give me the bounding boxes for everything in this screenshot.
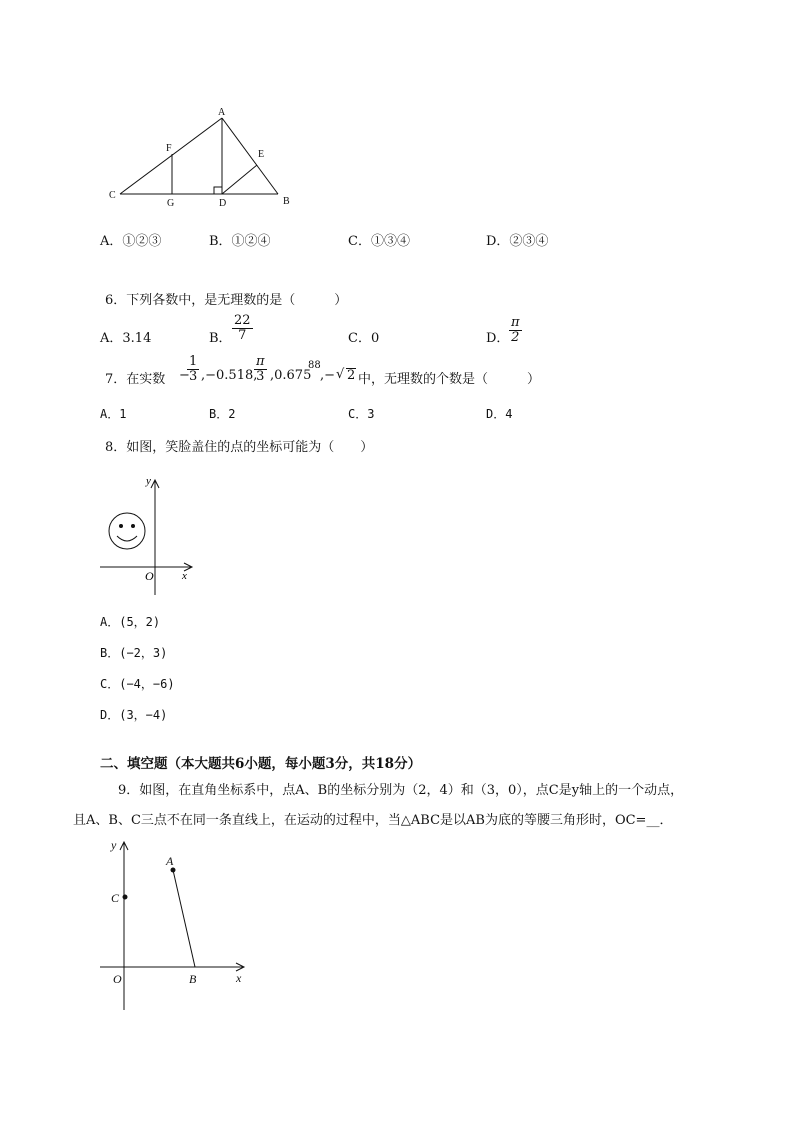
q8-option-a: A．(5，2): [100, 615, 161, 629]
q5-option-c: C．①③④: [348, 234, 410, 249]
segment-ab: [222, 118, 278, 194]
q5-option-a: A．①②③: [100, 234, 162, 249]
q8-stem: 8．如图，笑脸盖住的点的坐标可能为（ ）: [105, 440, 374, 455]
q6-option-b-label: B．: [209, 331, 232, 346]
q7-part2: ,−0.518,: [201, 368, 258, 383]
label-b: B: [189, 972, 197, 986]
q6-option-d-label: D．: [486, 331, 510, 346]
segment-ab: [173, 870, 195, 967]
smiley-face-icon: [109, 513, 145, 549]
q7-sqrt-symbol: √: [336, 367, 345, 382]
q7-sqrt-value: 2: [347, 368, 356, 383]
smiley-mouth: [117, 536, 137, 541]
q6-d-numerator: π: [511, 315, 520, 330]
label-b: B: [283, 196, 290, 207]
coordinate-figure-q9: [95, 835, 255, 1015]
smiley-axes-figure: [95, 470, 210, 600]
origin-label: O: [113, 972, 122, 986]
right-angle-mark: [214, 187, 222, 194]
q6-stem: 6．下列各数中，是无理数的是（ ）: [105, 293, 348, 308]
y-axis-label: y: [146, 475, 151, 487]
q7-option-a: A．1: [100, 407, 127, 421]
point-a: [171, 868, 176, 873]
q6-b-denominator: 7: [232, 328, 253, 343]
label-g: G: [167, 198, 175, 209]
q6-d-denominator: 2: [509, 330, 522, 345]
q7-f2-numerator: π: [256, 354, 265, 369]
q7-option-c: C．3: [348, 407, 375, 421]
q7-fraction-1: [187, 355, 199, 384]
q9-line-2: 且A、B、C三点不在同一条直线上，在运动的过程中，当△ABC是以AB为底的等腰三角形时，OC=__．: [73, 813, 673, 828]
q8-option-b: B．(−2，3): [100, 646, 168, 660]
label-c: C: [111, 891, 120, 905]
label-c: C: [109, 190, 116, 201]
q8-option-c: C．(−4，−6): [100, 677, 175, 691]
q7-part3: ,0.675: [270, 368, 312, 383]
smiley-left-eye: [119, 524, 123, 528]
section-heading-fill-in: 二、填空题（本大题共6小题，每小题3分，共18分）: [100, 756, 422, 772]
q7-repeating-digits: 88: [308, 360, 321, 371]
q7-f1-numerator: 1: [189, 354, 198, 369]
q7-option-b: B．2: [209, 407, 236, 421]
q7-stem-prefix: 7．在实数: [105, 372, 166, 387]
label-e: E: [258, 149, 265, 160]
point-c: [123, 895, 128, 900]
q8-option-d: D．(3，−4): [100, 708, 168, 722]
label-f: F: [166, 143, 172, 154]
q6-option-c: C．0: [348, 331, 380, 346]
q5-option-b: B．①②④: [209, 234, 271, 249]
q7-f2-denominator: 3: [254, 369, 267, 384]
q9-line-1: 9．如图，在直角坐标系中，点A、B的坐标分别为（2，4）和（3，0），点C是y轴上的一个动点，: [118, 783, 684, 798]
q7-option-d: D．4: [486, 407, 513, 421]
q6-option-a: A．3.14: [100, 331, 152, 346]
segment-ca: [120, 118, 222, 194]
label-a: A: [218, 107, 226, 118]
q7-stem-suffix: 中，无理数的个数是（ ）: [358, 372, 541, 387]
x-axis-label: x: [182, 570, 187, 582]
q6-option-b-fraction: [232, 314, 253, 343]
q7-f1-denominator: 3: [189, 369, 198, 384]
q7-fraction-2: [254, 355, 267, 384]
triangle-figure: [100, 100, 310, 215]
label-a: A: [166, 854, 174, 868]
q6-option-d-fraction: [509, 316, 522, 345]
x-axis-label: x: [236, 971, 242, 985]
q5-option-d: D．②③④: [486, 234, 549, 249]
q6-b-numerator: 22: [234, 313, 251, 328]
q7-part4: ,−: [320, 368, 336, 383]
origin-label: O: [145, 569, 154, 583]
smiley-right-eye: [131, 524, 135, 528]
label-d: D: [219, 198, 227, 209]
segment-de: [222, 165, 257, 194]
y-axis-label: y: [111, 838, 117, 852]
q7-minus: −: [179, 368, 190, 383]
